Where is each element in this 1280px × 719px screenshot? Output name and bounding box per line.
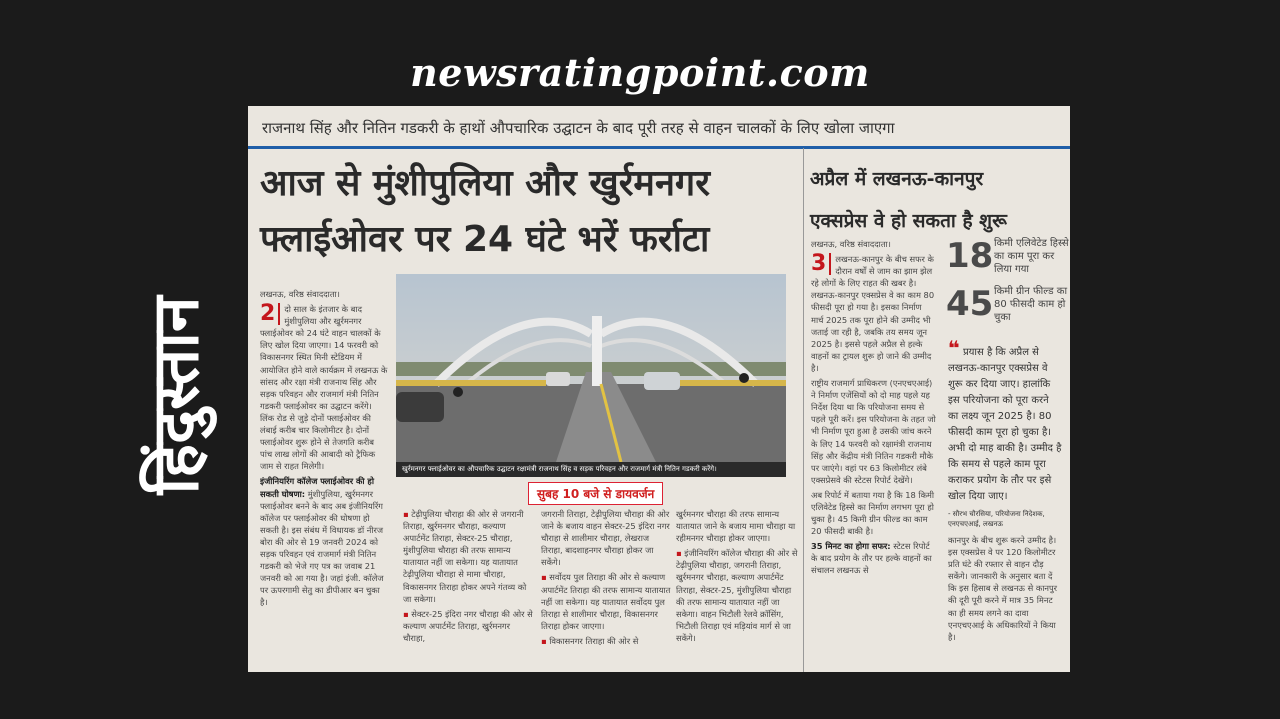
side-headline <box>810 158 1060 242</box>
diversion-banner: सुबह 10 बजे से डायवर्जन <box>528 482 663 505</box>
expressway-column-number: 3 <box>811 253 831 275</box>
diversion-2-item-3: विकासनगर तिराहा की ओर से <box>549 635 639 646</box>
left-column-number: 2 <box>260 303 280 325</box>
diversion-3-item-2: इंजीनियरिंग कॉलेज चौराहा की ओर से टेढ़ीपुलिया चौराहा, जगरानी तिराहा, खुर्रमनगर चौराहा, कल्याण अपार्टमेंट तिराहा, सेक्टर-25, मुंशीपुलिया चौराहा की तरफ सामान्य यातायात नहीं जा सकेगा। वाहन भिटौली रेलवे क्रॉसिंग, भिटौली तिराहा एवं मड़ियांव मार्ग से जा सकेंगे। <box>676 548 798 643</box>
stat-label: किमी ग्रीन फील्ड का 80 फीसदी काम हो चुका <box>994 285 1068 323</box>
right-text: कानपुर के बीच शुरू करने उम्मीद है। इस एक्सप्रेस वे पर 120 किलोमीटर प्रति घंटे की रफ्तार से वाहन दौड़ सकेंगे। जानकारी के अनुसार बता दें कि इस हिसाब से लखनऊ से कानपुर की दूरी पूरी करने में मात्र 35 मिनट का ही समय लगने का दावा एनएचएआई के अधिकारियों ने किया है। <box>948 535 1058 642</box>
expressway-text-4: स्टेटस रिपोर्ट के बाद प्रयोग के तौर पर हल्के वाहनों का संचालन लखनऊ से <box>811 541 932 576</box>
quote-text: प्रयास है कि अप्रैल से लखनऊ-कानपुर एक्सप्रेस वे शुरू कर दिया जाए। हालांकि इस परियोजना को पूरा करने का लक्ष्य जून 2025 है। 80 फीसदी काम पूरा हो चुका है। अभी दो माह बाकी है। उम्मीद है कि समय से पहले काम पूरा कराकर प्रयोग के तौर पर इसे खोल दिया जाए। <box>948 347 1062 502</box>
expressway-subhead: 35 मिनट का होगा सफर: <box>811 541 891 552</box>
main-headline <box>260 156 800 268</box>
newspaper-clipping <box>248 106 1070 672</box>
diversion-2-item-1: जगरानी तिराहा, टेढ़ीपुलिया चौराहा की ओर जाने के बजाय वाहन सेक्टर-25 इंदिरा नगर चौराहा से शालीमार चौराहा, लेखराज तिराहा, बादशाहनगर चौराहा होकर जा सकेंगे। <box>541 509 670 568</box>
brand-masthead <box>118 250 228 540</box>
left-subhead: इंजीनियरिंग कॉलेज फ्लाईओवर की हो सकती घोषणा: <box>260 476 374 499</box>
expressway-text-2: राष्ट्रीय राजमार्ग प्राधिकरण (एनएचएआई) ने निर्माण एजेंसियों को दो माह पहले यह निर्देश दिया था कि परियोजना समय से पहले पूरी करें। इस परियोजना के तहत जो भी निर्माण पूरा हुआ है उसकी जांच करने के लिए 14 फरवरी को रक्षामंत्री राजनाथ सिंह और केंद्रीय मंत्री नितिन गडकरी मौके पर जाएंगे। वहां पर 63 किलोमीटर लंबे एक्सप्रेसवे की स्टेटस रिपोर्ट देखेंगे। <box>811 378 936 485</box>
diversion-column-3: खुर्रमनगर चौराहा की तरफ सामान्य यातायात जाने के बजाय मामा चौराहा या रहीमनगर चौराहा होकर जाएगा। ▪ इंजीनियरिंग कॉलेज चौराहा की ओर से टेढ़ीपुलिया चौराहा, जगरानी तिराहा, खुर्रमनगर चौराहा, कल्याण अपार्टमेंट तिराहा, सेक्टर-25, मुंशीपुलिया चौराहा की तरफ सामान्य यातायात नहीं जा सकेगा। वाहन भिटौली रेलवे क्रॉसिंग, भिटौली तिराहा एवं मड़ियांव मार्ग से जा सकेंगे। <box>676 509 798 643</box>
quote-author: - सौरभ चौरसिया, परियोजना निदेशक, एनएचएआई, लखनऊ <box>948 510 1045 528</box>
diversion-2-item-2: सर्वोदय पुल तिराहा की ओर से कल्याण अपार्टमेंट तिराहा की तरफ सामान्य यातायात नहीं जा सकेगा। यह यातायात सर्वोदय पुल तिराहा से शालीमार चौराहा, विकासनगर तिराहा होकर जाएगा। <box>541 572 671 631</box>
stat-number: 18 <box>946 236 994 276</box>
headline-line2: फ्लाईओवर पर 24 घंटे भरें फर्राटा <box>260 219 710 260</box>
stat-greenfield <box>946 284 1070 324</box>
expressway-dateline: लखनऊ, वरिष्ठ संवाददाता। <box>811 239 891 249</box>
column-divider <box>803 148 804 672</box>
expressway-text-1: लखनऊ-कानपुर के बीच सफर के दौरान वर्षों से जाम का झाम झेल रहे लोगों के लिए राहत की खबर है। लखनऊ-कानपुर एक्सप्रेस वे का काम 80 फीसदी पूरा हो गया है। इसका निर्माण मार्च 2025 तक पूरा होने की उम्मीद भी जताई जा रही है, जबकि तय समय जून 2025 है। इससे पहले अप्रैल से हल्के वाहनों का ट्रायल शुरू हो जाने की उम्मीद है। <box>811 254 935 373</box>
diversion-column-1: ▪ टेढ़ीपुलिया चौराहा की ओर से जगरानी तिराहा, खुर्रमनगर चौराहा, कल्याण अपार्टमेंट तिराहा, सेक्टर-25 चौराहा, मुंशीपुलिया चौराहा की तरफ सामान्य यातायात नहीं जा सकेगा। यह यातायात टेढ़ीपुलिया चौराहा से मामा चौराहा, विकासनगर तिराहा होकर अपने गंतव्य को जा सकेगा। ▪ सेक्टर-25 इंदिरा नगर चौराहा की ओर से कल्याण अपार्टमेंट तिराहा, खुर्रमनगर चौराहा, <box>403 509 533 643</box>
kicker: राजनाथ सिंह और नितिन गडकरी के हाथों औपचारिक उद्घाटन के बाद पूरी तरह से वाहन चालकों के लिए खोला जाएगा <box>262 119 895 137</box>
stat-label: किमी एलिवेटेड हिस्से का काम पूरा कर लिया गया <box>994 237 1069 275</box>
diversion-column-2: जगरानी तिराहा, टेढ़ीपुलिया चौराहा की ओर जाने के बजाय वाहन सेक्टर-25 इंदिरा नगर चौराहा से शालीमार चौराहा, लेखराज तिराहा, बादशाहनगर चौराहा होकर जा सकेंगे। ▪ सर्वोदय पुल तिराहा की ओर से कल्याण अपार्टमेंट तिराहा की तरफ सामान्य यातायात नहीं जा सकेगा। यह यातायात सर्वोदय पुल तिराहा से शालीमार चौराहा, विकासनगर तिराहा होकर जाएगा। ▪ विकासनगर तिराहा की ओर से <box>541 509 671 646</box>
site-title: newsratingpoint.com <box>410 50 870 95</box>
stat-elevated <box>946 236 1070 276</box>
diversion-1-item-1: टेढ़ीपुलिया चौराहा की ओर से जगरानी तिराहा, खुर्रमनगर चौराहा, कल्याण अपार्टमेंट तिराहा, सेक्टर-25 चौराहा, मुंशीपुलिया चौराहा की तरफ सामान्य यातायात नहीं जा सकेगा। यह यातायात टेढ़ीपुलिया चौराहा से मामा चौराहा, विकासनगर तिराहा होकर अपने गंतव्य को जा सकेगा। <box>403 509 527 604</box>
official-quote <box>948 336 1062 529</box>
brand-name: हिंदुस्तान <box>139 295 214 495</box>
left-dateline: लखनऊ, वरिष्ठ संवाददाता। <box>260 289 340 299</box>
side-headline-line2: एक्सप्रेस वे हो सकता है शुरू <box>810 210 1007 232</box>
side-headline-line1: अप्रैल में लखनऊ-कानपुर <box>810 168 984 190</box>
expressway-text-3: अब रिपोर्ट में बताया गया है कि 18 किमी एलिवेटेड हिस्से का निर्माण लगभग पूरा हो चुका है। 45 किमी ग्रीन फील्ड का काम 20 फीसदी बाकी है। <box>811 489 935 537</box>
left-text-2: मुंशीपुलिया, खुर्रमनगर फ्लाईओवर बनने के बाद अब इंजीनियरिंग कॉलेज पर फ्लाईओवर की घोषणा हो सकती है। इस संबंध में विधायक डॉ नीरज बोरा की ओर से 19 जनवरी 2024 को सड़क परिवहन एवं राजमार्ग मंत्री नितिन गडकरी को भेजे गए पत्र का जवाब 21 जनवरी को आ गया है। जहां इंजी. कॉलेज पर ऊपरगामी सेतु का डीपीआर बन चुका है। <box>260 488 384 608</box>
right-column <box>948 534 1063 670</box>
photo-caption: खुर्रमनगर फ्लाईओवर का औपचारिक उद्घाटन रक्षामंत्री राजनाथ सिंह व सड़क परिवहन और राजमार्ग मंत्री नितिन गडकरी करेंगे। <box>396 462 786 477</box>
quote-mark-icon: ❝ <box>948 336 960 360</box>
left-column <box>260 288 388 672</box>
headline-line1: आज से मुंशीपुलिया और खुर्रमनगर <box>260 163 710 204</box>
left-text-1: दो साल के इंतजार के बाद मुंशीपुलिया और खुर्रमनगर फ्लाईओवर को 24 घंटे वाहन चालकों के लिए खोल दिया जाएगा। 14 फरवरी को विकासनगर स्थित मिनी स्टेडियम में आयोजित होने वाले कार्यक्रम में लखनऊ के सांसद और रक्षा मंत्री राजनाथ सिंह और सड़क परिवहन और राजमार्ग मंत्री नितिन गडकरी फ्लाईओवर का उद्घाटन करेंगे। लिंक रोड से जुड़े दोनों फ्लाईओवर की लंबाई करीब चार किलोमीटर है। दोनों फ्लाईओवर शुरू होने से तेजगति करीब पांच लाख लोगों की आबादी को ट्रैफिक जाम से राहत मिलेगी। <box>260 304 388 472</box>
expressway-column <box>811 238 936 668</box>
diversion-1-item-2: सेक्टर-25 इंदिरा नगर चौराहा की ओर से कल्याण अपार्टमेंट तिराहा, खुर्रमनगर चौराहा, <box>403 608 533 643</box>
diversion-3-item-1: खुर्रमनगर चौराहा की तरफ सामान्य यातायात जाने के बजाय मामा चौराहा या रहीमनगर चौराहा होकर जाएगा। <box>676 509 796 544</box>
stat-number: 45 <box>946 284 994 324</box>
top-rule <box>248 146 1070 149</box>
flyover-photo <box>396 274 786 462</box>
